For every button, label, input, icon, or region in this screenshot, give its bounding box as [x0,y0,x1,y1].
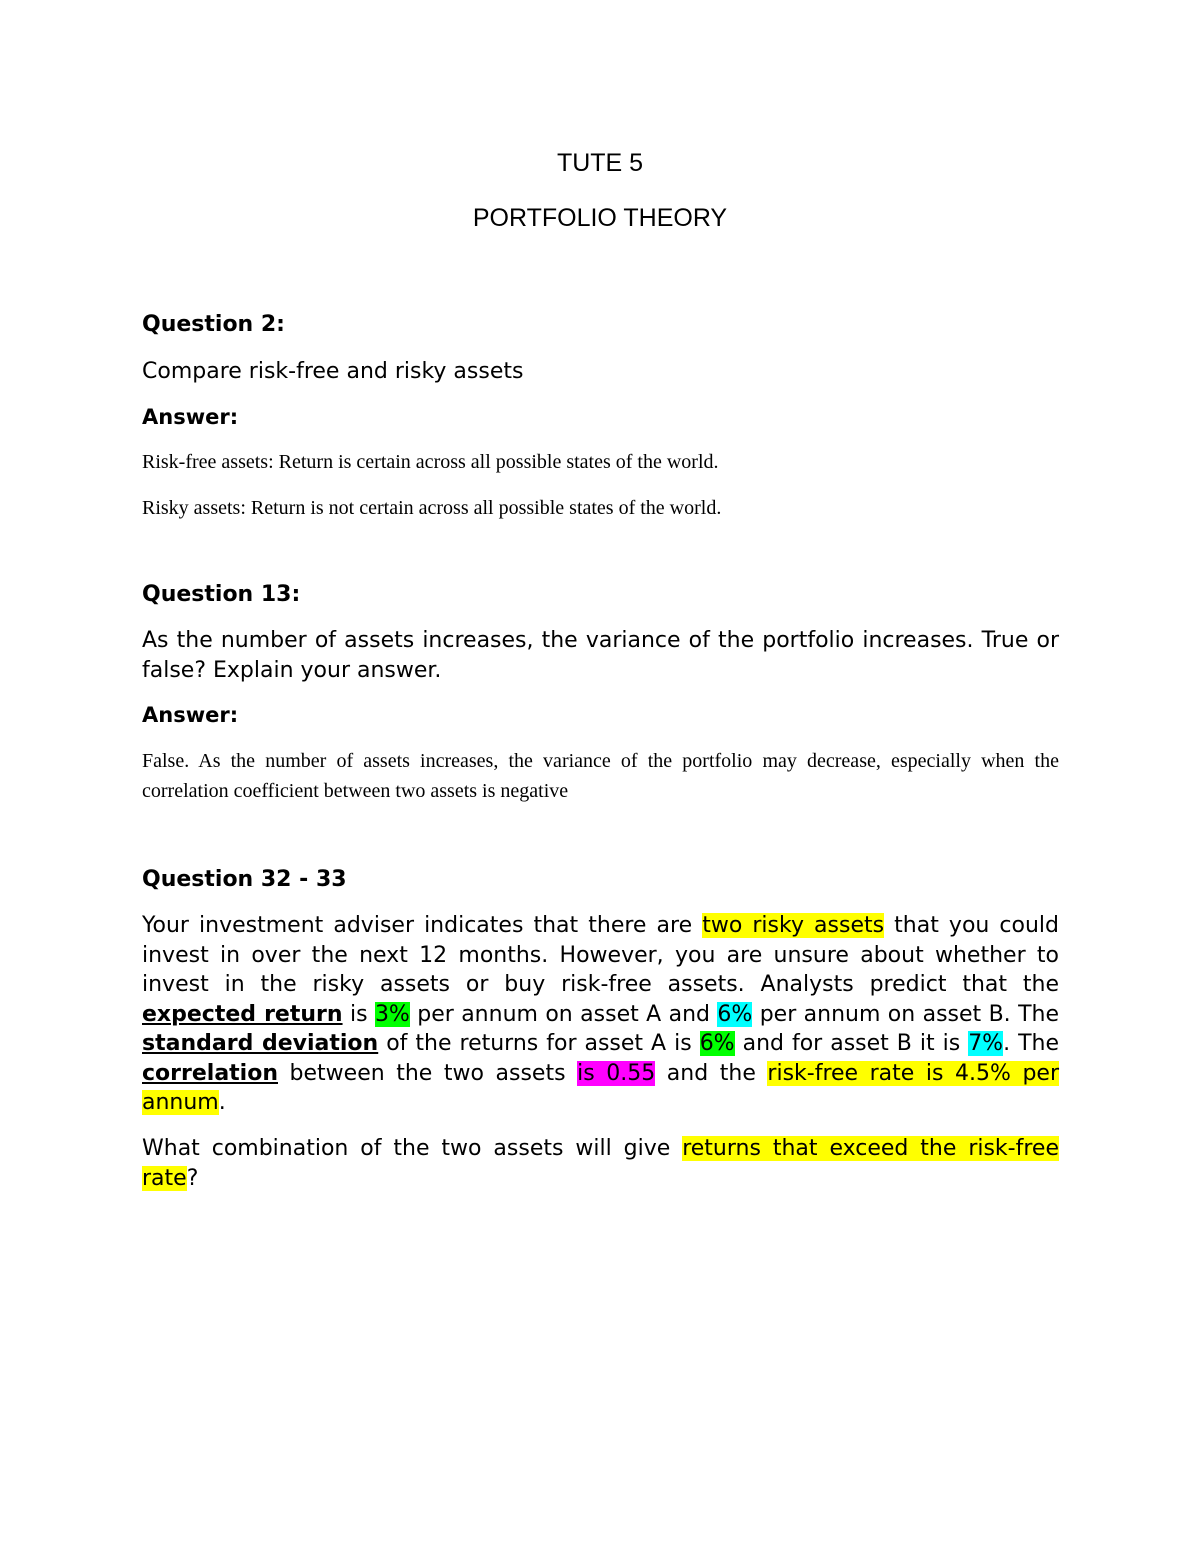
text-run: of the returns for asset A is [378,1031,700,1056]
text-run: What combination of the two assets will give [142,1136,683,1161]
highlight-return-asset-a: 3% [374,1001,410,1027]
text-run: . The [1003,1031,1060,1056]
question-2-heading: Question 2: [142,312,285,337]
term-correlation: correlation [142,1060,278,1086]
highlight-return-asset-b: 6% [717,1001,753,1027]
document-title: TUTE 5 [556,149,644,177]
question-32-33-prompt [142,1134,1059,1193]
text-run: Your investment adviser indicates that there are [142,913,703,938]
text-run: . [218,1090,226,1115]
term-expected-return: expected return [142,1001,343,1027]
question-32-33-paragraph [142,911,1059,1118]
highlight-exceed-risk-free: returns that exceed the risk-free rate [142,1136,1059,1191]
highlight-two-risky-assets: two risky assets [702,913,885,938]
highlight-sd-asset-b: 7% [968,1031,1004,1056]
question-13-text: As the number of assets increases, the variance of the portfolio increases. True or false? Explain your answer. [142,628,1059,683]
text-run: per annum on asset B. The [752,1001,1059,1027]
question-2-answer-label: Answer: [142,405,239,429]
question-13-answer-label: Answer: [142,703,239,727]
document-subtitle: PORTFOLIO THEORY [472,204,728,232]
text-run: and the [655,1060,768,1086]
question-13-answer: False. As the number of assets increases, the variance of the portfolio may decrease, especially when the correlation coefficient between two assets is negative [142,750,1059,802]
text-run: ? [186,1165,199,1191]
question-2-text: Compare risk-free and risky assets [142,359,524,384]
highlight-sd-asset-a: 6% [699,1031,735,1056]
text-run: between the two assets [278,1060,578,1086]
text-run: and for asset B it is [734,1031,969,1056]
question-2-answer-line: Risky assets: Return is not certain across all possible states of the world. [142,497,722,519]
question-13-heading: Question 13: [142,582,301,607]
highlight-risk-free-rate: risk-free rate is 4.5% per annum [142,1060,1059,1115]
question-32-33-heading: Question 32 - 33 [142,867,347,892]
text-run: that you could invest in over the next 12 months. However, you are unsure about whether to invest in the risky assets or buy risk-free assets. Analysts predict that the [142,913,1060,997]
text-run: per annum on asset A and [409,1001,718,1027]
highlight-correlation-value: is 0.55 [577,1060,656,1086]
term-standard-deviation: standard deviation [142,1031,379,1056]
question-2-answer-line: Risk-free assets: Return is certain across all possible states of the world. [142,451,719,473]
text-run: is [342,1001,375,1027]
